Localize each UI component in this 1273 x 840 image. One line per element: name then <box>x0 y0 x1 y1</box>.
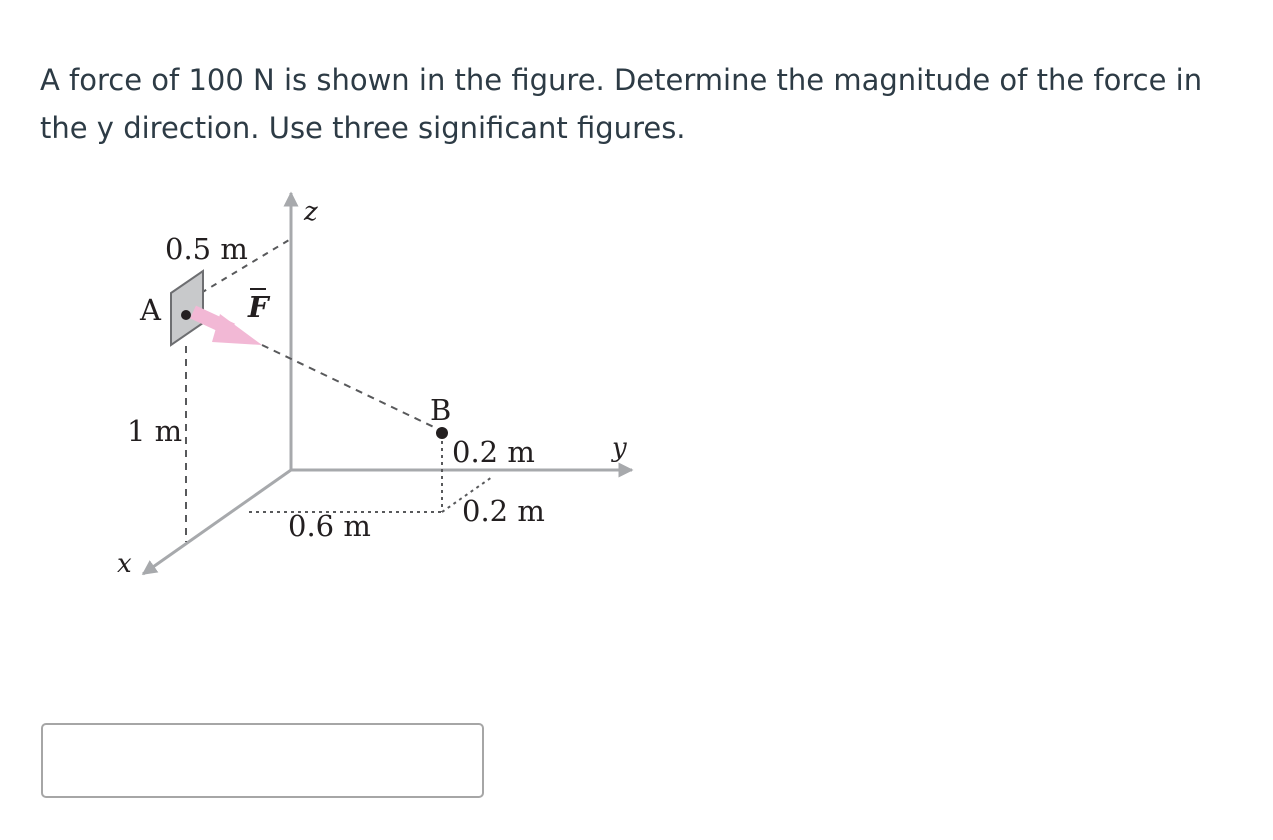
x-axis-line <box>143 470 291 574</box>
dimension-0-2-m-lower: 0.2 m <box>462 494 545 528</box>
dimension-1-m: 1 m <box>127 414 183 448</box>
z-axis-label: z <box>304 197 318 227</box>
point-b-dot <box>436 427 448 439</box>
force-line-of-action <box>262 345 440 430</box>
dimension-0-5-m: 0.5 m <box>165 232 248 266</box>
question-text: A force of 100 N is shown in the figure. Determine the magnitude of the force in the y direction. Use three significant figures. <box>40 63 1203 145</box>
dimension-0-6-m: 0.6 m <box>288 509 371 543</box>
force-label: F <box>248 290 269 324</box>
dimension-0-2-m-upper: 0.2 m <box>452 435 535 469</box>
point-a-label: A <box>140 293 161 327</box>
point-a-dot <box>181 310 191 320</box>
x-axis-label: x <box>117 549 132 579</box>
y-axis-label: y <box>612 433 627 463</box>
answer-input[interactable] <box>41 723 484 798</box>
point-b-label: B <box>430 393 452 427</box>
